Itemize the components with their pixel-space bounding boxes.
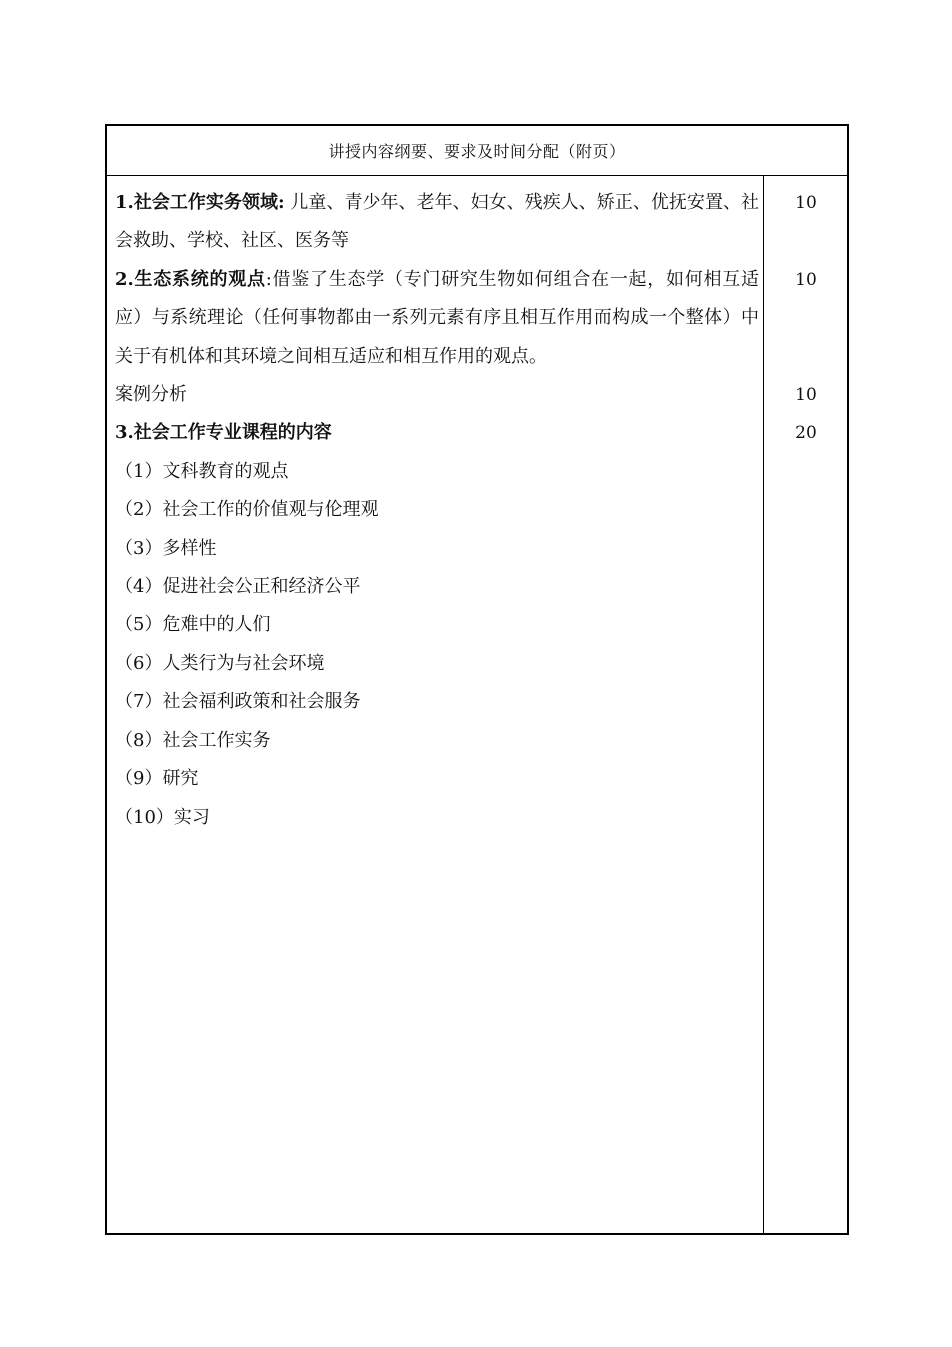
list-item: （10）实习	[115, 806, 210, 828]
time-value: 10	[795, 193, 817, 213]
list-item: （2）社会工作的价值观与伦理观	[115, 499, 379, 521]
time-value: 20	[795, 423, 817, 444]
list-item: （4）促进社会公正和经济公平	[115, 576, 361, 598]
section-heading: 3.社会工作专业课程的内容	[115, 422, 332, 444]
list-item: （9）研究	[115, 768, 199, 790]
time-value: 10	[795, 269, 817, 290]
list-item: （6）人类行为与社会环境	[115, 652, 325, 674]
section-text: 借鉴了生态学（专门研究生物如何组合在一起，如何相互适应）与系统理论（任何事物都由一系列元素有序且相互作用而构成一个整体）中关于有机体和其环境之间相互适应和相互作用的观点。	[115, 268, 759, 367]
list-item: （5）危难中的人们	[115, 614, 271, 636]
time-spacer	[764, 299, 848, 337]
list-item: （3）多样性	[115, 537, 217, 559]
syllabus-table	[105, 124, 849, 1235]
list-item: （7）社会福利政策和社会服务	[115, 691, 361, 713]
content-column	[115, 184, 759, 837]
section-practice-fields	[115, 184, 759, 261]
list-item: （8）社会工作实务	[115, 729, 271, 751]
time-spacer	[764, 222, 848, 260]
table-header: 讲授内容纲要、要求及时间分配（附页）	[107, 126, 847, 176]
section-case-analysis	[115, 376, 759, 414]
section-heading: 2.生态系统的观点	[115, 268, 266, 290]
time-allocation-column	[764, 184, 848, 453]
section-ecosystem-view	[115, 261, 759, 376]
section-text: 儿童、青少年、老年、妇女、残疾人、矫正、优抚安置、社会救助、学校、社区、医务等	[115, 192, 759, 252]
list-item: （1）文科教育的观点	[115, 460, 289, 482]
section-text: 案例分析	[115, 384, 187, 406]
section-heading: 1.社会工作实务领域	[115, 192, 278, 213]
section-course-content	[115, 414, 759, 452]
section-separator: :	[265, 268, 272, 290]
section-separator: :	[278, 192, 285, 213]
time-spacer	[764, 338, 848, 376]
time-value: 10	[795, 384, 817, 405]
